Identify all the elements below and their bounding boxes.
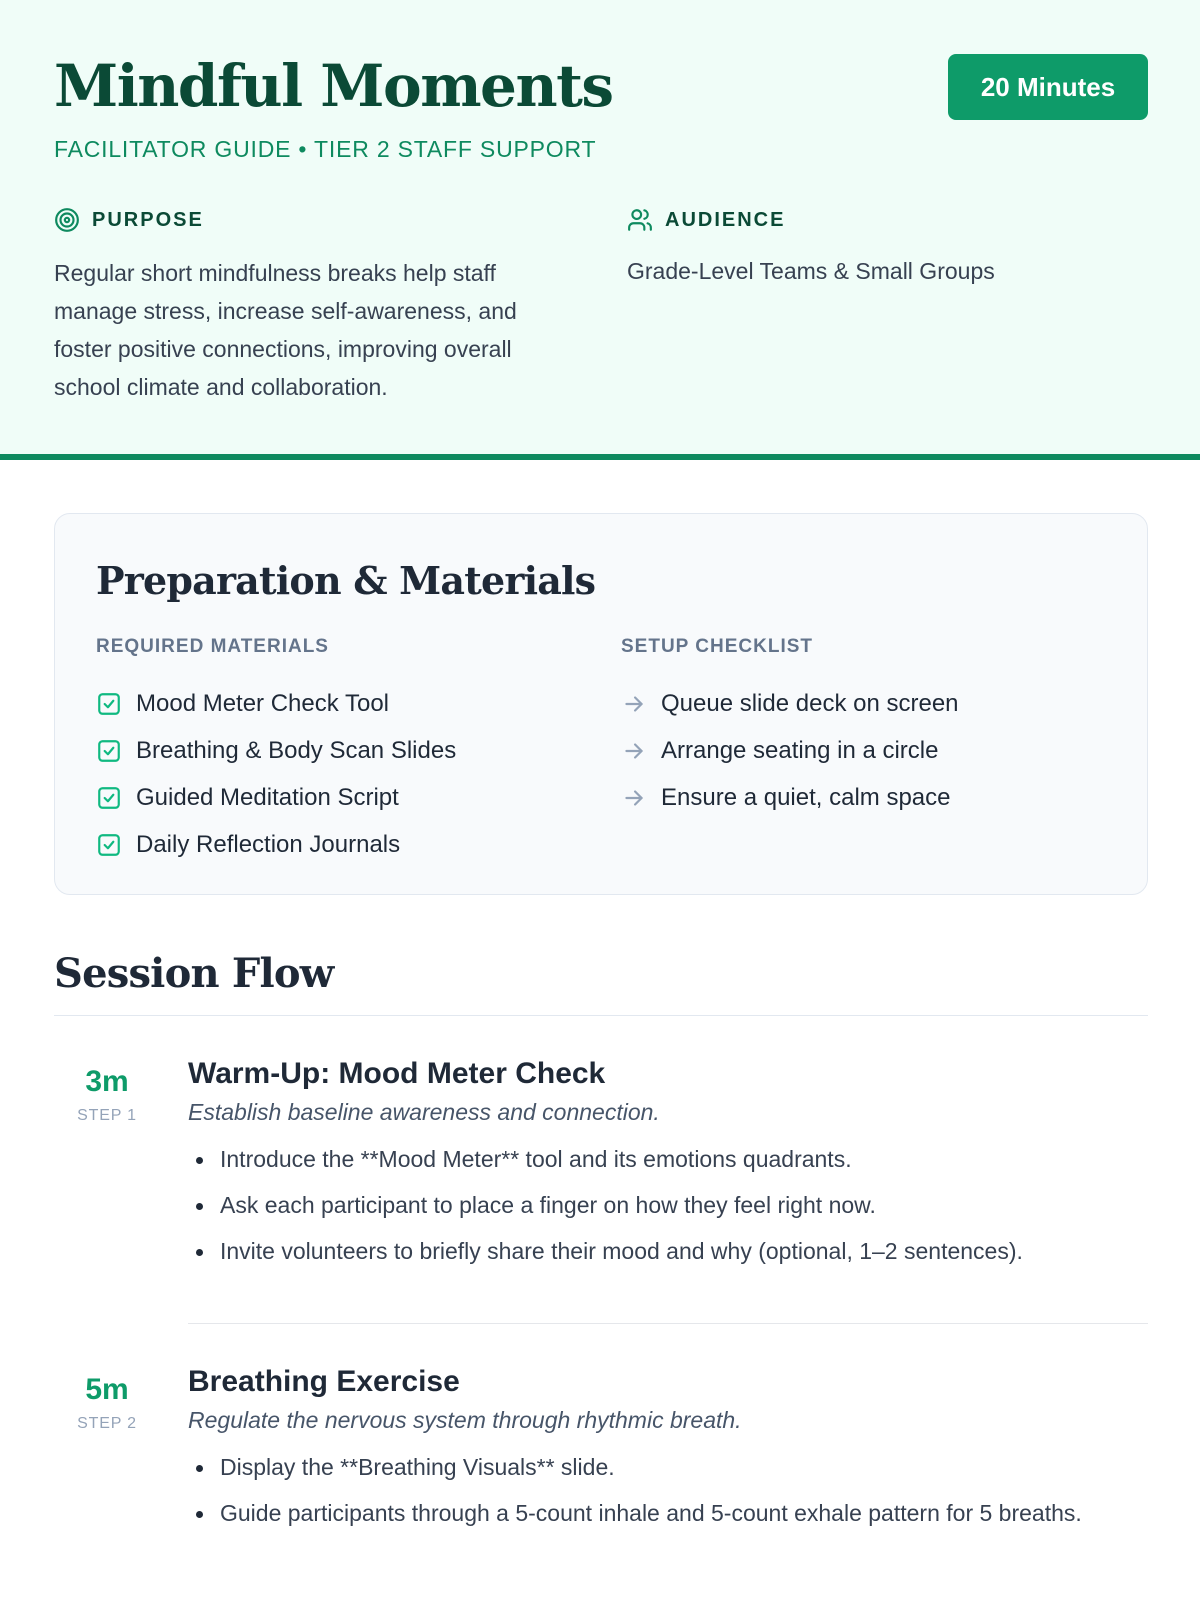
duration-badge: 20 Minutes	[948, 54, 1148, 120]
step-bullet: Display the **Breathing Visuals** slide.	[188, 1450, 1148, 1484]
preparation-title: Preparation & Materials	[96, 558, 596, 603]
checklist-column	[621, 636, 1101, 821]
step-number: STEP 2	[77, 1415, 137, 1432]
material-label: Breathing & Body Scan Slides	[136, 736, 457, 764]
checklist-label: Ensure a quiet, calm space	[661, 783, 951, 811]
checklist-list	[621, 680, 1101, 821]
page-subtitle: FACILITATOR GUIDE • TIER 2 STAFF SUPPORT	[54, 136, 597, 162]
step-content	[188, 1365, 1148, 1542]
purpose-heading	[54, 206, 574, 234]
materials-heading: REQUIRED MATERIALS	[96, 636, 329, 657]
materials-column	[96, 636, 576, 868]
guide-header	[0, 0, 1200, 460]
audience-heading	[627, 206, 1147, 234]
arrow-right-icon	[621, 691, 647, 717]
checklist-item	[621, 774, 1101, 821]
check-square-icon	[96, 832, 122, 858]
step-bullet: Invite volunteers to briefly share their mood and why (optional, 1–2 sentences).	[188, 1234, 1148, 1268]
step-bullet: Ask each participant to place a finger on how they feel right now.	[188, 1188, 1148, 1222]
step-duration: 5m	[85, 1373, 129, 1406]
arrow-right-icon	[621, 785, 647, 811]
material-label: Daily Reflection Journals	[136, 830, 401, 858]
step-content	[188, 1057, 1148, 1280]
step-bullet-list	[188, 1142, 1148, 1268]
check-square-icon	[96, 738, 122, 764]
audience-label: AUDIENCE	[665, 208, 786, 231]
checklist-label: Queue slide deck on screen	[661, 689, 959, 717]
step-bullet: Introduce the **Mood Meter** tool and its emotions quadrants.	[188, 1142, 1148, 1176]
material-label: Guided Meditation Script	[136, 783, 399, 811]
step-bullet: Guide participants through a 5-count inhale and 5-count exhale pattern for 5 breaths.	[188, 1496, 1148, 1530]
checklist-heading: SETUP CHECKLIST	[621, 636, 814, 657]
checklist-label: Arrange seating in a circle	[661, 736, 939, 764]
step-description: Establish baseline awareness and connection.	[188, 1099, 660, 1125]
step-duration: 3m	[85, 1065, 129, 1098]
session-flow-title: Session Flow	[54, 950, 334, 997]
material-item	[96, 727, 576, 774]
users-icon	[627, 207, 653, 233]
step-title: Warm-Up: Mood Meter Check	[188, 1057, 606, 1090]
arrow-right-icon	[621, 738, 647, 764]
check-square-icon	[96, 785, 122, 811]
audience-section	[627, 206, 1147, 290]
material-item	[96, 821, 576, 868]
purpose-label: PURPOSE	[92, 208, 204, 231]
purpose-section	[54, 206, 574, 406]
step-divider	[188, 1323, 1148, 1324]
target-icon	[54, 207, 80, 233]
checklist-item	[621, 727, 1101, 774]
material-item	[96, 680, 576, 727]
section-divider	[54, 1015, 1148, 1016]
step-number: STEP 1	[77, 1107, 137, 1124]
purpose-text: Regular short mindfulness breaks help staff manage stress, increase self-awareness, and foster positive connections, improving overall school climate and collaboration.	[54, 260, 517, 400]
page-title: Mindful Moments	[54, 52, 613, 120]
material-item	[96, 774, 576, 821]
materials-list	[96, 680, 576, 868]
audience-text: Grade-Level Teams & Small Groups	[627, 258, 995, 284]
step-description: Regulate the nervous system through rhythmic breath.	[188, 1407, 742, 1433]
checklist-item	[621, 680, 1101, 727]
preparation-card	[54, 513, 1148, 895]
material-label: Mood Meter Check Tool	[136, 689, 390, 717]
step-bullet-list	[188, 1450, 1148, 1530]
step-title: Breathing Exercise	[188, 1365, 460, 1398]
check-square-icon	[96, 691, 122, 717]
